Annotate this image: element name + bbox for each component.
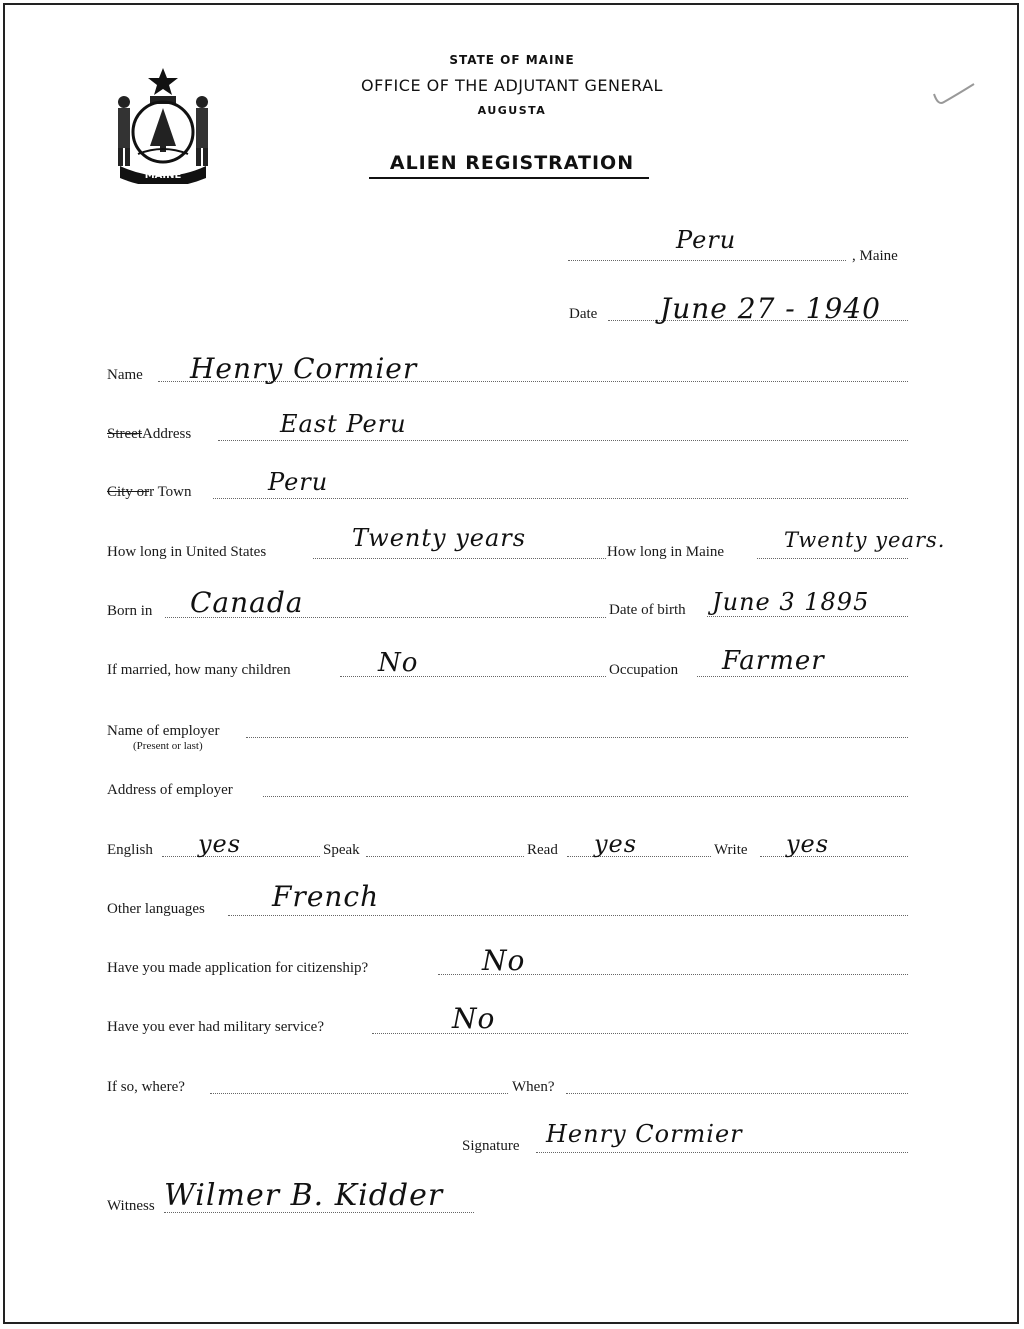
checkmark-icon — [928, 80, 978, 110]
children-value: No — [378, 648, 419, 678]
employer-name-label: Name of employer — [107, 723, 220, 739]
signature-line — [536, 1152, 908, 1153]
date-of-birth-label: Date of birth — [609, 602, 686, 618]
signature-label: Signature — [462, 1138, 520, 1154]
other-languages-line — [228, 915, 908, 916]
how-long-maine-value: Twenty years. — [784, 528, 946, 552]
witness-value: Wilmer B. Kidder — [164, 1178, 444, 1213]
when-line — [566, 1093, 908, 1094]
employer-name-line — [246, 737, 908, 738]
date-label: Date — [569, 306, 598, 322]
place-value: Peru — [676, 226, 737, 254]
place-line — [568, 260, 846, 261]
place-label: , Maine — [852, 248, 898, 264]
other-languages-value: French — [272, 880, 380, 913]
name-value: Henry Cormier — [190, 352, 418, 385]
occupation-line — [697, 676, 908, 677]
title-underline — [369, 177, 649, 179]
write-value: yes — [786, 830, 830, 858]
town-line — [213, 498, 908, 499]
address-label: StreetAddress — [107, 426, 192, 442]
date-of-birth-value: June 3 1895 — [712, 588, 870, 616]
english-value: yes — [198, 830, 242, 858]
date-of-birth-line — [707, 616, 908, 617]
military-value: No — [452, 1002, 496, 1035]
military-label: Have you ever had military service? — [107, 1019, 324, 1035]
read-line — [567, 856, 711, 857]
witness-label: Witness — [107, 1198, 155, 1214]
read-value: yes — [594, 830, 638, 858]
where-line — [210, 1093, 508, 1094]
employer-name-sublabel: (Present or last) — [133, 740, 203, 752]
occupation-value: Farmer — [722, 646, 825, 676]
seal-text: MAINE — [144, 170, 182, 181]
read-label: Read — [527, 842, 558, 858]
form-title: ALIEN REGISTRATION — [389, 152, 635, 174]
date-value: June 27 - 1940 — [660, 292, 881, 325]
write-line — [760, 856, 908, 857]
children-label: If married, how many children — [107, 662, 291, 678]
citizenship-label: Have you made application for citizenship? — [107, 960, 369, 976]
name-label: Name — [107, 367, 143, 383]
header-office: OFFICE OF THE ADJUTANT GENERAL — [361, 76, 663, 95]
town-label: City orr Town — [107, 484, 192, 500]
address-line — [218, 440, 908, 441]
speak-line — [366, 856, 524, 857]
how-long-us-line — [313, 558, 606, 559]
town-value: Peru — [268, 468, 329, 496]
how-long-maine-label: How long in Maine — [607, 544, 725, 560]
born-in-value: Canada — [190, 586, 304, 619]
speak-label: Speak — [323, 842, 360, 858]
when-label: When? — [512, 1079, 555, 1095]
address-value: East Peru — [280, 410, 407, 438]
english-label: English — [107, 842, 153, 858]
header-state: STATE OF MAINE — [449, 53, 575, 67]
maine-state-seal-icon — [110, 66, 216, 184]
write-label: Write — [714, 842, 748, 858]
employer-address-label: Address of employer — [107, 782, 233, 798]
signature-value: Henry Cormier — [546, 1120, 743, 1148]
header-city: AUGUSTA — [477, 104, 547, 117]
occupation-label: Occupation — [609, 662, 679, 678]
where-label: If so, where? — [107, 1079, 185, 1095]
how-long-us-label: How long in United States — [107, 544, 267, 560]
how-long-us-value: Twenty years — [352, 524, 527, 552]
how-long-maine-line — [757, 558, 908, 559]
born-in-label: Born in — [107, 603, 153, 619]
citizenship-value: No — [482, 944, 526, 977]
employer-address-line — [263, 796, 908, 797]
other-languages-label: Other languages — [107, 901, 205, 917]
